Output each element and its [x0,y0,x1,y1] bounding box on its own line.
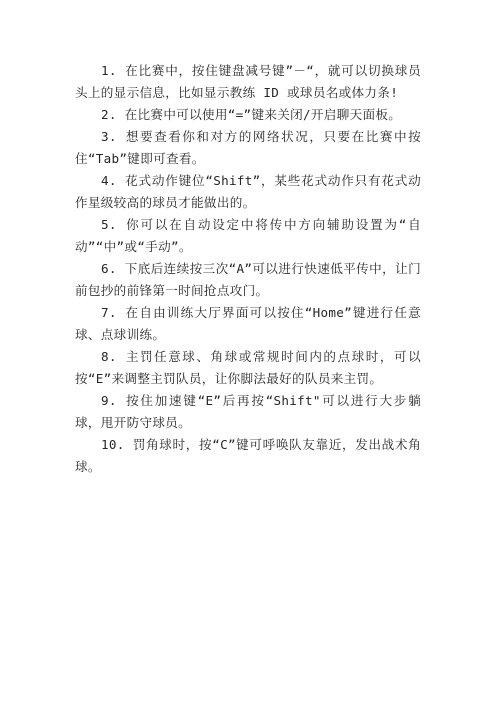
tips-list [75,60,421,478]
tip-item: 2. 在比赛中可以使用“=”键来关闭/开启聊天面板。 [101,107,402,122]
tip-item: 10. 罚角球时，按“C”键可呼唤队友靠近，发出战术角球。 [75,437,421,474]
tip-item: 5. 你可以在自动设定中将传中方向辅助设置为“自动”“中”或“手动”。 [75,217,421,254]
tip-item: 9. 按住加速键“E”后再按“Shift"可以进行大步躺球，甩开防守球员。 [75,393,421,430]
tip-item: 6. 下底后连续按三次“A”可以进行快速低平传中，让门前包抄的前锋第一时间抢点攻门。 [75,261,421,298]
tip-item: 7. 在自由训练大厅界面可以按住“Home”键进行任意球、点球训练。 [75,305,421,342]
tip-item: 3. 想要查看你和对方的网络状况，只要在比赛中按住“Tab”键即可查看。 [75,129,421,166]
tip-item: 8. 主罚任意球、角球或常规时间内的点球时，可以按“E”来调整主罚队员，让你脚法最好的队员来主罚。 [75,349,421,386]
tip-item: 1. 在比赛中，按住键盘减号键”－“，就可以切换球员头上的显示信息，比如显示教练 ID 或球员名或体力条! [75,63,421,100]
tip-item: 4. 花式动作键位“Shift”，某些花式动作只有花式动作星级较高的球员才能做出的。 [75,173,421,210]
